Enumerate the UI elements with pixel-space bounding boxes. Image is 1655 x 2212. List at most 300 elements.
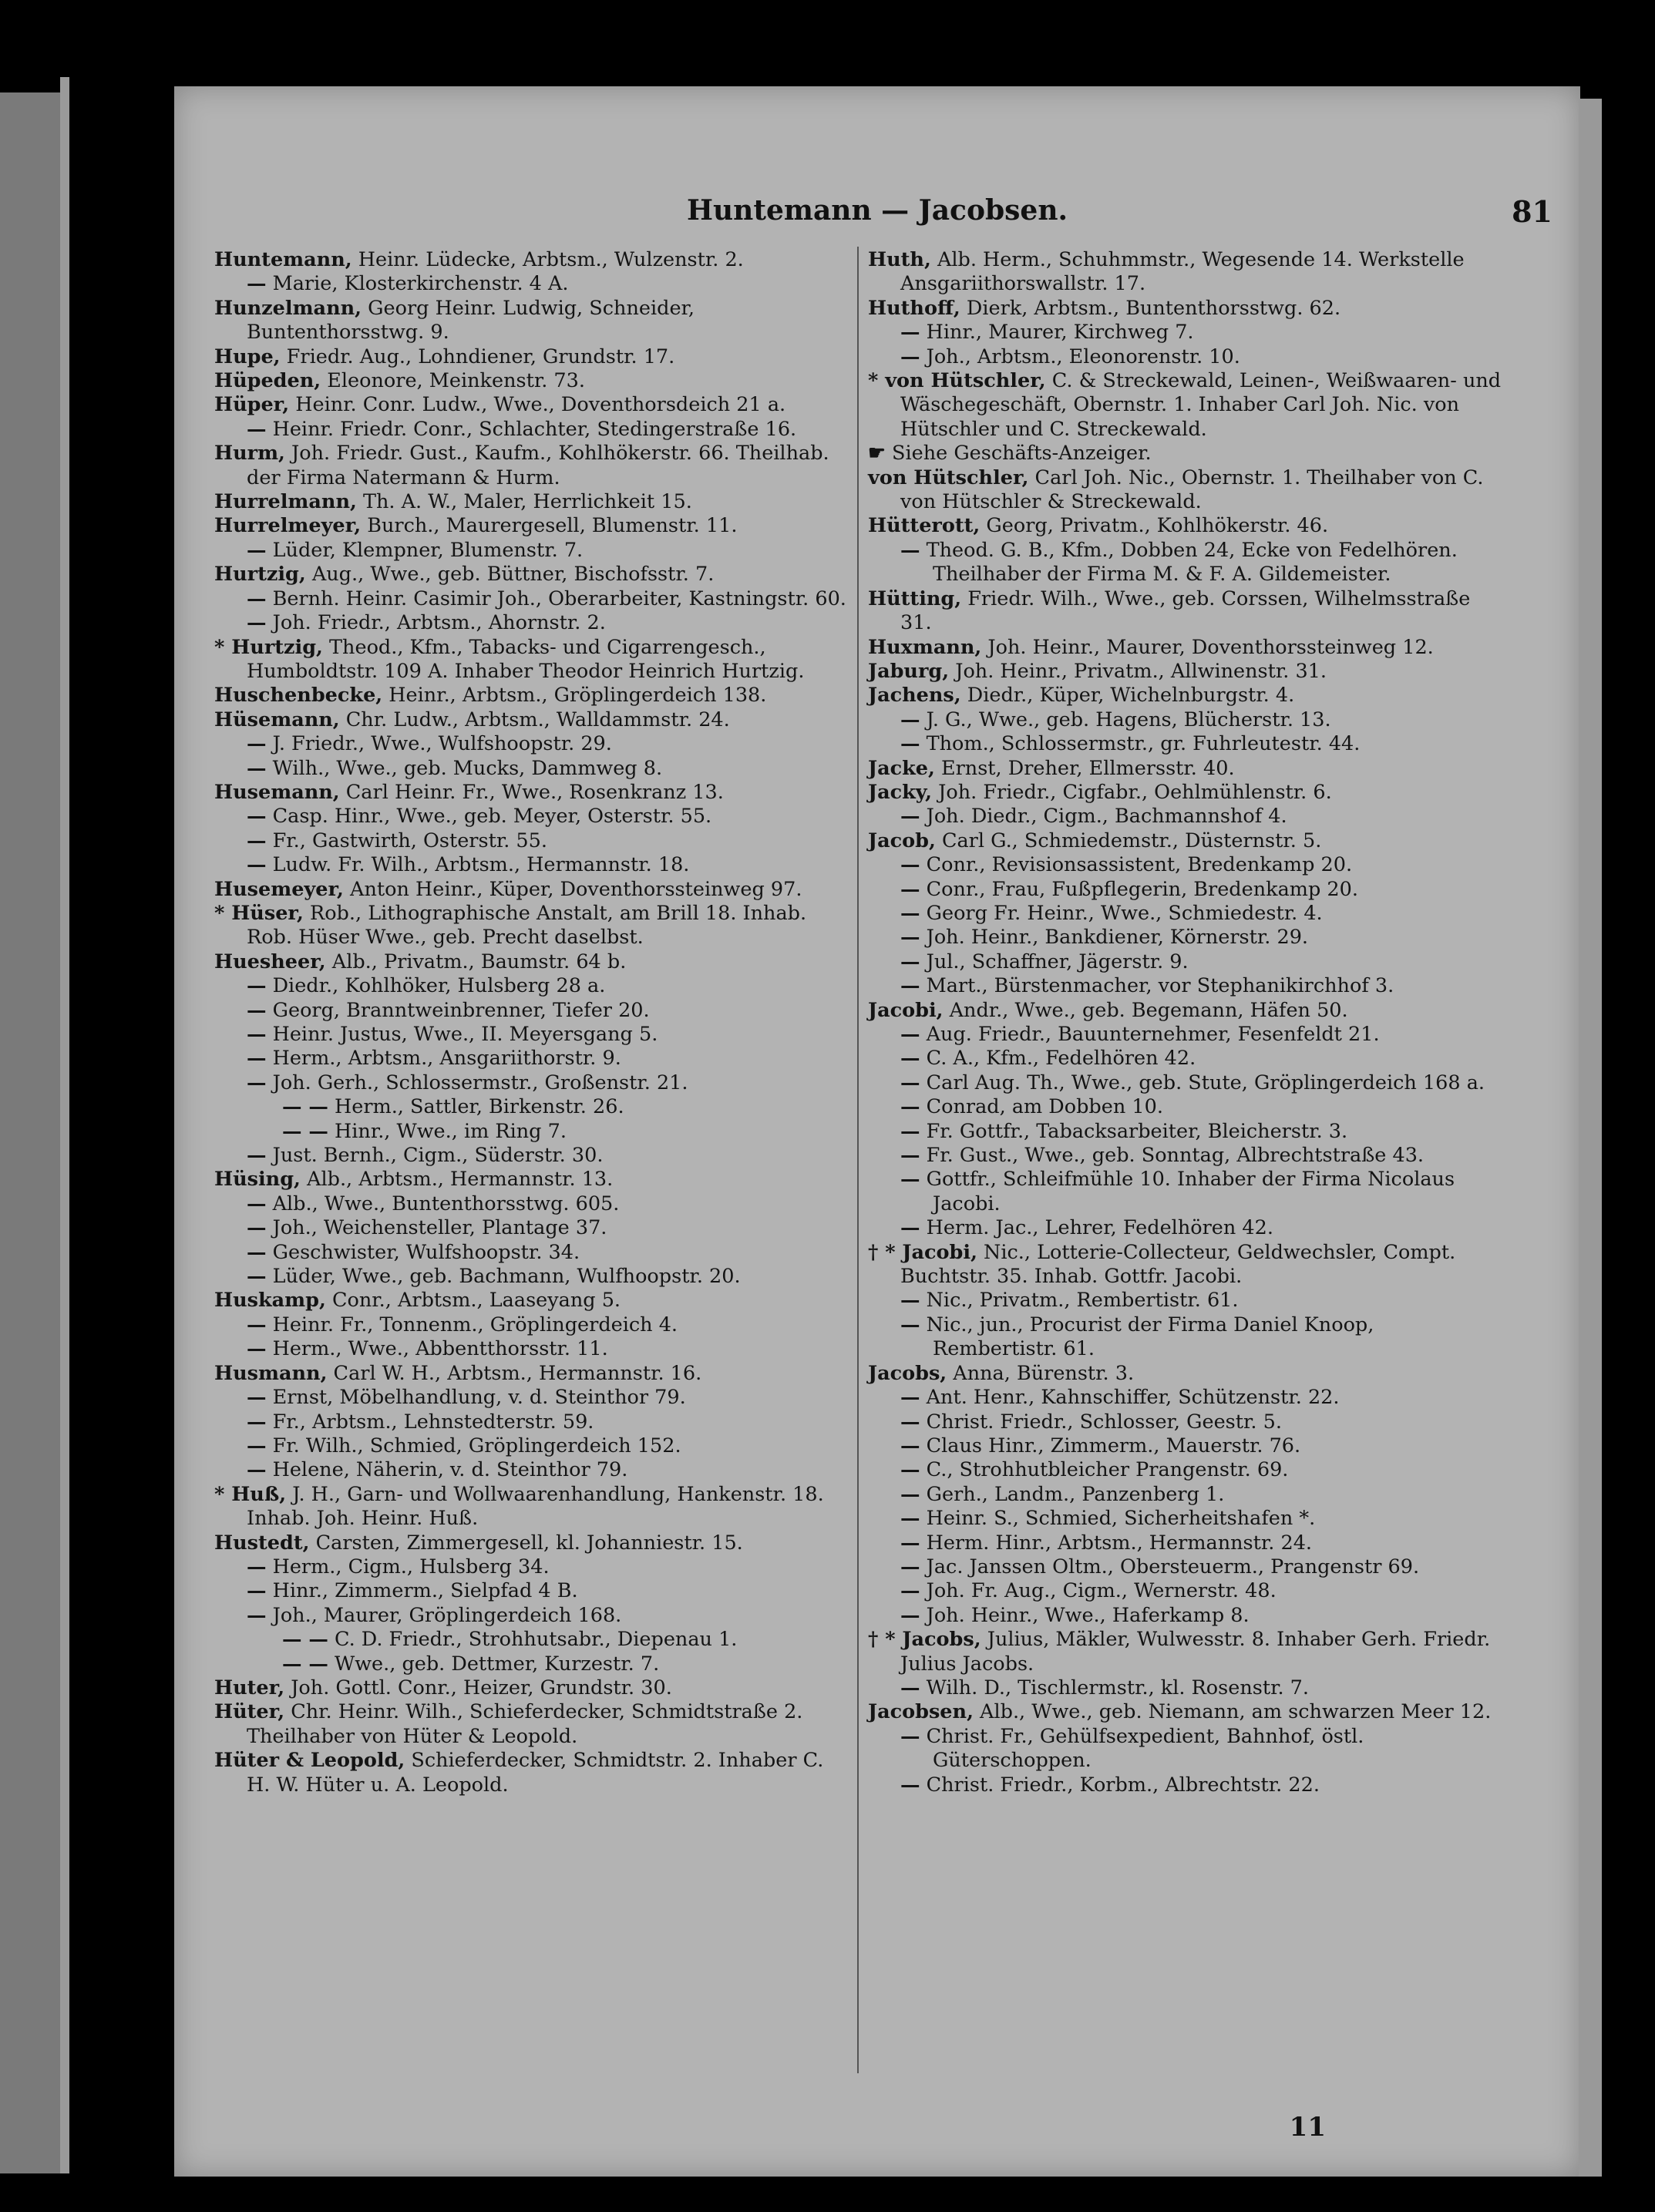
entry-heading: — — [247, 1023, 267, 1046]
directory-entry — [214, 1531, 848, 1555]
entry-heading: — — [900, 1603, 920, 1627]
entry-text: Joh., Maurer, Gröplingerdeich 168. — [266, 1603, 622, 1627]
entry-heading: — — [247, 1410, 267, 1434]
entry-text: Conrad, am Dobben 10. — [920, 1095, 1163, 1119]
entry-heading: — — [247, 1071, 267, 1094]
entry-heading: — — [247, 611, 267, 635]
directory-entry — [868, 1773, 1502, 1797]
entry-heading: — — [247, 1216, 267, 1240]
directory-entry — [868, 757, 1502, 781]
directory-entry — [214, 1023, 848, 1047]
entry-text: Anna, Bürenstr. 3. — [947, 1361, 1135, 1385]
entry-heading: Jacob, — [868, 829, 936, 852]
entry-text: Heinr. Fr., Tonnenm., Gröplingerdeich 4. — [266, 1313, 678, 1336]
directory-entry — [868, 974, 1502, 998]
directory-entry — [868, 1434, 1502, 1458]
directory-entry — [868, 466, 1502, 515]
directory-entry — [214, 514, 848, 538]
entry-text: Heinr. Friedr. Conr., Schlachter, Stedingerstraße 16. — [266, 417, 797, 441]
entry-text: Siehe Geschäfts-Anzeiger. — [885, 442, 1152, 466]
entry-text: Marie, Klosterkirchenstr. 4 A. — [266, 272, 569, 296]
entry-text: Fr. Wilh., Schmied, Gröplingerdeich 152. — [266, 1434, 681, 1457]
directory-entry — [868, 1168, 1502, 1216]
entry-heading: Hustedt, — [214, 1531, 310, 1555]
directory-entry — [868, 636, 1502, 660]
entry-text: Joh. Heinr., Maurer, Doventhorssteinweg 12. — [981, 635, 1434, 659]
entry-text: Casp. Hinr., Wwe., geb. Meyer, Osterstr. 55. — [266, 805, 712, 829]
directory-entry — [214, 636, 848, 684]
entry-text: Jul., Schaffner, Jägerstr. 9. — [920, 950, 1189, 973]
directory-entry — [868, 1579, 1502, 1603]
directory-entry — [214, 974, 848, 998]
entry-text: Joh. Diedr., Cigm., Bachmannshof 4. — [920, 805, 1287, 829]
entry-text: Joh. Heinr., Privatm., Allwinenstr. 31. — [949, 659, 1327, 683]
directory-entry — [868, 321, 1502, 345]
entry-heading: Hupe, — [214, 345, 281, 368]
entry-text: Nic., Privatm., Rembertistr. 61. — [920, 1289, 1239, 1313]
entry-text: Rob., Lithographische Anstalt, am Brill 18. Inhab. Rob. Hüser Wwe., geb. Precht daselbst. — [247, 901, 807, 950]
entry-heading: — — — [282, 1628, 328, 1652]
directory-entry — [214, 611, 848, 635]
entry-heading: — — [247, 417, 267, 441]
entry-heading: † * Jacobs, — [868, 1628, 981, 1652]
entry-text: Alb., Wwe., Buntenthorsstwg. 605. — [266, 1192, 620, 1215]
directory-entry — [214, 1241, 848, 1265]
right-column — [868, 248, 1502, 1797]
entry-text: Ernst, Möbelhandlung, v. d. Steinthor 79. — [266, 1386, 686, 1410]
directory-entry — [868, 1483, 1502, 1507]
directory-entry — [214, 878, 848, 902]
entry-text: Dierk, Arbtsm., Buntenthorsstwg. 62. — [960, 296, 1341, 320]
directory-entry — [214, 345, 848, 369]
entry-heading: — — [900, 1313, 920, 1336]
entry-heading: — — — [282, 1652, 328, 1676]
entry-text: Wilh. D., Tischlermstr., kl. Rosenstr. 7. — [920, 1676, 1310, 1699]
directory-entry — [214, 272, 848, 296]
entry-text: Lüder, Wwe., geb. Bachmann, Wulfhoopstr. 20. — [266, 1265, 741, 1289]
entry-heading: — — [247, 1240, 267, 1264]
entry-heading: Jacke, — [868, 756, 935, 780]
entry-heading: Huxmann, — [868, 635, 982, 659]
entry-heading: — — [900, 1724, 920, 1748]
entry-heading: Hütterott, — [868, 514, 981, 538]
directory-entry — [868, 708, 1502, 732]
entry-text: Wilh., Wwe., geb. Mucks, Dammweg 8. — [266, 756, 663, 780]
entry-text: Herm., Sattler, Birkenstr. 26. — [328, 1095, 624, 1119]
entry-heading: — — [900, 1168, 920, 1192]
entry-heading: — — [247, 853, 267, 877]
entry-heading: Hüsemann, — [214, 708, 340, 731]
directory-entry — [214, 708, 848, 732]
entry-text: C. A., Kfm., Fedelhören 42. — [920, 1047, 1196, 1071]
entry-heading: Hüper, — [214, 393, 290, 417]
entry-text: Diedr., Kohlhöker, Hulsberg 28 a. — [266, 974, 606, 998]
directory-entry — [868, 1144, 1502, 1168]
entry-text: Joh., Arbtsm., Eleonorenstr. 10. — [920, 345, 1240, 368]
entry-text: Alb., Arbtsm., Hermannstr. 13. — [300, 1168, 614, 1192]
directory-entry — [214, 587, 848, 611]
running-head: Huntemann — Jacobsen. — [686, 194, 1068, 227]
directory-entry — [214, 297, 848, 345]
entry-heading: Huter, — [214, 1676, 285, 1699]
directory-entry — [214, 805, 848, 829]
entry-text: Georg, Branntweinbrenner, Tiefer 20. — [266, 998, 650, 1022]
directory-entry — [214, 1604, 848, 1628]
entry-text: Helene, Näherin, v. d. Steinthor 79. — [266, 1458, 628, 1482]
entry-text: Heinr. S., Schmied, Sicherheitshafen *. — [920, 1507, 1316, 1531]
directory-entry — [868, 369, 1502, 442]
directory-entry — [868, 660, 1502, 684]
entry-heading: — — [900, 1386, 920, 1410]
entry-text: Burch., Maurergesell, Blumenstr. 11. — [361, 514, 738, 538]
entry-text: Ant. Henr., Kahnschiffer, Schützenstr. 22. — [920, 1386, 1340, 1410]
directory-entry — [868, 853, 1502, 877]
entry-text: J. H., Garn- und Wollwaarenhandlung, Hankenstr. 18. Inhab. Joh. Heinr. Huß. — [247, 1482, 824, 1531]
directory-entry — [214, 1313, 848, 1337]
entry-text: Conr., Arbtsm., Laaseyang 5. — [325, 1289, 621, 1313]
entry-text: Christ. Fr., Gehülfsexpedient, Bahnhof, östl. Güterschoppen. — [920, 1724, 1364, 1773]
directory-entry — [214, 902, 848, 950]
entry-text: Ludw. Fr. Wilh., Arbtsm., Hermannstr. 18. — [266, 853, 690, 877]
directory-entry — [868, 684, 1502, 708]
entry-text: Herm., Cigm., Hulsberg 34. — [266, 1555, 550, 1578]
entry-text: C., Strohhutbleicher Prangenstr. 69. — [920, 1458, 1289, 1482]
directory-entry — [868, 1531, 1502, 1555]
entry-text: Georg Heinr. Ludwig, Schneider, Buntenthorsstwg. 9. — [247, 296, 695, 345]
entry-text: Schieferdecker, Schmidtstr. 2. Inhaber C. H. W. Hüter u. A. Leopold. — [247, 1749, 824, 1797]
directory-entry — [214, 1555, 848, 1579]
entry-heading: Hüter, — [214, 1700, 285, 1724]
entry-heading: — — [247, 1386, 267, 1410]
left-column — [214, 248, 848, 1797]
entry-text: Fr. Gust., Wwe., geb. Sonntag, Albrechtstraße 43. — [920, 1144, 1425, 1168]
entry-heading: — — [900, 732, 920, 756]
directory-entry — [214, 1265, 848, 1289]
entry-heading: — — — [282, 1119, 328, 1143]
entry-heading: — — [900, 1579, 920, 1603]
directory-entry — [214, 1652, 848, 1676]
entry-text: Gottfr., Schleifmühle 10. Inhaber der Firma Nicolaus Jacobi. — [920, 1168, 1455, 1215]
entry-heading: von Hütschler, — [868, 466, 1029, 489]
entry-text: Herm. Jac., Lehrer, Fedelhören 42. — [920, 1216, 1273, 1240]
directory-entry — [214, 1676, 848, 1700]
entry-heading: — — [900, 1507, 920, 1531]
directory-entry — [214, 1289, 848, 1313]
directory-entry — [868, 1023, 1502, 1047]
entry-text: Aug. Friedr., Bauunternehmer, Fesenfeldt 21. — [920, 1023, 1380, 1046]
entry-heading: * Hurtzig, — [214, 635, 323, 659]
entry-heading: — — [900, 1095, 920, 1119]
directory-entry — [868, 829, 1502, 853]
entry-heading: Huesheer, — [214, 950, 326, 973]
entry-heading: * Huß, — [214, 1482, 287, 1506]
entry-heading: Huntemann, — [214, 248, 352, 271]
entry-heading: — — [900, 926, 920, 950]
entry-heading: — — [247, 829, 267, 852]
entry-text: Carl Joh. Nic., Obernstr. 1. Theilhaber von C. von Hütschler & Streckewald. — [900, 466, 1484, 514]
entry-text: Claus Hinr., Zimmerm., Mauerstr. 76. — [920, 1434, 1301, 1457]
entry-text: Ernst, Dreher, Ellmersstr. 40. — [934, 756, 1235, 780]
directory-entry — [214, 781, 848, 805]
entry-text: Joh. Friedr., Arbtsm., Ahornstr. 2. — [266, 611, 606, 635]
entry-heading: — — [247, 1192, 267, 1215]
directory-entry — [868, 732, 1502, 756]
entry-text: Geschwister, Wulfshoopstr. 34. — [266, 1240, 580, 1264]
entry-text: Jac. Janssen Oltm., Obersteuerm., Prangenstr 69. — [920, 1555, 1420, 1578]
directory-entry — [214, 829, 848, 853]
entry-text: Alb., Wwe., geb. Niemann, am schwarzen Meer 12. — [973, 1700, 1492, 1724]
directory-entry — [868, 999, 1502, 1023]
entry-text: Nic., jun., Procurist der Firma Daniel Knoop, Rembertistr. 61. — [920, 1313, 1374, 1361]
directory-entry — [214, 1628, 848, 1652]
directory-entry — [868, 1458, 1502, 1482]
entry-heading: — — [247, 805, 267, 829]
directory-entry — [868, 1095, 1502, 1119]
entry-heading: — — [247, 1579, 267, 1603]
entry-text: Friedr. Aug., Lohndiener, Grundstr. 17. — [280, 345, 675, 368]
entry-heading: — — [900, 1119, 920, 1143]
directory-entry — [214, 418, 848, 442]
directory-entry — [214, 1192, 848, 1216]
entry-heading: — — [247, 974, 267, 998]
entry-text: Herm., Arbtsm., Ansgariithorstr. 9. — [266, 1047, 621, 1071]
entry-text: Joh., Weichensteller, Plantage 37. — [266, 1216, 607, 1240]
entry-text: Herm. Hinr., Arbtsm., Hermannstr. 24. — [920, 1531, 1313, 1555]
entry-heading: — — [900, 1531, 920, 1555]
entry-heading: — — [247, 1555, 267, 1578]
entry-heading: — — [247, 587, 267, 610]
directory-entry — [214, 1216, 848, 1240]
entry-heading: Hütting, — [868, 587, 962, 610]
entry-heading: — — [900, 1555, 920, 1578]
directory-entry — [214, 248, 848, 272]
entry-heading: Jacobi, — [868, 998, 944, 1022]
entry-heading: Hurrelmann, — [214, 490, 357, 514]
entry-heading: — — [900, 1216, 920, 1240]
entry-heading: — — [247, 1047, 267, 1071]
directory-entry — [868, 878, 1502, 902]
entry-text: Joh. Friedr., Cigfabr., Oehlmühlenstr. 6. — [932, 780, 1332, 804]
entry-heading: — — [900, 950, 920, 973]
directory-entry — [214, 490, 848, 514]
directory-entry — [214, 1700, 848, 1749]
entry-text: Friedr. Wilh., Wwe., geb. Corssen, Wilhelmsstraße 31. — [900, 587, 1471, 635]
entry-heading: † * Jacobi, — [868, 1240, 977, 1264]
directory-entry — [214, 369, 848, 393]
entry-text: Aug., Wwe., geb. Büttner, Bischofsstr. 7. — [305, 563, 715, 587]
entry-heading: Huth, — [868, 248, 931, 271]
entry-text: Hinr., Zimmerm., Sielpfad 4 B. — [266, 1579, 578, 1603]
directory-entry — [214, 1410, 848, 1434]
entry-heading: — — [900, 538, 920, 562]
entry-text: Joh. Friedr. Gust., Kaufm., Kohlhökerstr. 66. Theilhab. der Firma Natermann & Hurm. — [247, 442, 829, 489]
entry-heading: Hurm, — [214, 442, 285, 466]
directory-entry — [868, 539, 1502, 587]
entry-heading: — — [900, 1023, 920, 1046]
entry-heading: — — [900, 1482, 920, 1506]
directory-entry — [214, 757, 848, 781]
entry-text: Chr. Heinr. Wilh., Schieferdecker, Schmidtstraße 2. Theilhaber von Hüter & Leopold. — [247, 1700, 803, 1748]
entry-text: Mart., Bürstenmacher, vor Stephanikirchhof 3. — [920, 974, 1394, 998]
entry-heading: Hüpeden, — [214, 369, 321, 393]
directory-entry — [214, 1386, 848, 1410]
entry-heading: — — [247, 1337, 267, 1361]
directory-entry — [868, 1289, 1502, 1313]
entry-heading: — — [900, 805, 920, 829]
directory-entry — [868, 902, 1502, 926]
entry-text: Joh. Gottl. Conr., Heizer, Grundstr. 30. — [284, 1676, 672, 1699]
directory-entry — [868, 781, 1502, 805]
directory-entry — [868, 1313, 1502, 1362]
entry-heading: — — [247, 1313, 267, 1336]
directory-entry — [214, 1144, 848, 1168]
entry-heading: — — [247, 732, 267, 756]
entry-text: Joh. Heinr., Wwe., Haferkamp 8. — [920, 1603, 1250, 1627]
entry-text: Christ. Friedr., Schlosser, Geestr. 5. — [920, 1410, 1282, 1434]
entry-text: Georg Fr. Heinr., Wwe., Schmiedestr. 4. — [920, 901, 1323, 925]
entry-heading: — — [900, 1773, 920, 1797]
page-fold — [1579, 99, 1602, 2177]
entry-text: Carl Heinr. Fr., Wwe., Rosenkranz 13. — [339, 780, 724, 804]
entry-heading: — — [247, 1458, 267, 1482]
directory-entry — [214, 1458, 848, 1482]
entry-heading: — — [900, 1144, 920, 1168]
entry-text: Theod. G. B., Kfm., Dobben 24, Ecke von Fedelhören. Theilhaber der Firma M. & F. A. Gildemeister. — [920, 538, 1458, 587]
entry-text: Heinr. Lüdecke, Arbtsm., Wulzenstr. 2. — [352, 248, 744, 271]
directory-entry — [214, 1047, 848, 1071]
entry-text: Th. A. W., Maler, Herrlichkeit 15. — [356, 490, 692, 514]
entry-heading: ☛ — [868, 442, 886, 466]
entry-text: Alb. Herm., Schuhmmstr., Wegesende 14. Werkstelle Ansgariithorswallstr. 17. — [900, 248, 1465, 296]
entry-heading: Jachens, — [868, 684, 961, 708]
entry-text: Hinr., Wwe., im Ring 7. — [328, 1119, 567, 1143]
directory-entry — [868, 1507, 1502, 1531]
directory-entry — [214, 999, 848, 1023]
entry-heading: — — [900, 1458, 920, 1482]
entry-text: Carsten, Zimmergesell, kl. Johanniestr. 15. — [309, 1531, 743, 1555]
entry-heading: — — [900, 901, 920, 925]
entry-text: Heinr., Arbtsm., Gröplingerdeich 138. — [382, 684, 767, 708]
directory-entry — [868, 1555, 1502, 1579]
entry-heading: Huthoff, — [868, 296, 960, 320]
directory-entry — [214, 393, 848, 417]
entry-heading: Hüter & Leopold, — [214, 1749, 405, 1773]
entry-heading: — — [247, 272, 267, 296]
directory-entry — [214, 950, 848, 974]
entry-text: Carl W. H., Arbtsm., Hermannstr. 16. — [327, 1361, 702, 1385]
directory-entry — [868, 1676, 1502, 1700]
directory-entry — [214, 1095, 848, 1119]
sheet-signature: 11 — [1289, 2112, 1326, 2143]
entry-heading: — — [900, 1289, 920, 1313]
directory-entry — [868, 442, 1502, 466]
entry-heading: Jaburg, — [868, 659, 950, 683]
entry-heading: — — — [282, 1095, 328, 1119]
entry-heading: Jacobs, — [868, 1361, 947, 1385]
directory-entry — [868, 1410, 1502, 1434]
entry-text: Lüder, Klempner, Blumenstr. 7. — [266, 538, 584, 562]
entry-heading: — — [900, 1071, 920, 1094]
directory-entry — [214, 1120, 848, 1144]
entry-heading: — — [900, 853, 920, 877]
entry-text: C. D. Friedr., Strohhutsabr., Diepenau 1. — [328, 1628, 738, 1652]
directory-entry — [868, 1725, 1502, 1773]
directory-entry — [214, 1362, 848, 1386]
directory-entry — [214, 563, 848, 587]
directory-entry — [868, 1216, 1502, 1240]
directory-entry — [868, 1120, 1502, 1144]
directory-entry — [214, 539, 848, 563]
entry-heading: — — [900, 974, 920, 998]
entry-text: Eleonore, Meinkenstr. 73. — [321, 369, 585, 393]
entry-heading: * Hüser, — [214, 901, 304, 925]
entry-text: Gerh., Landm., Panzenberg 1. — [920, 1482, 1225, 1506]
entry-heading: — — [247, 538, 267, 562]
entry-heading: Husemeyer, — [214, 877, 344, 901]
document-page — [174, 86, 1580, 2177]
entry-text: C. & Streckewald, Leinen-, Weißwaaren- und Wäschegeschäft, Obernstr. 1. Inhaber Carl Joh. Nic. von Hütschler und C. Streckewald. — [900, 369, 1502, 441]
entry-text: Herm., Wwe., Abbentthorsstr. 11. — [266, 1337, 608, 1361]
directory-entry — [214, 442, 848, 490]
previous-page-edge — [0, 92, 60, 2173]
entry-heading: Huskamp, — [214, 1289, 326, 1313]
entry-text: Conr., Frau, Fußpflegerin, Bredenkamp 20. — [920, 877, 1358, 901]
directory-entry — [214, 1168, 848, 1192]
entry-text: Thom., Schlossermstr., gr. Fuhrleutestr. 44. — [920, 732, 1361, 756]
column-divider — [857, 247, 859, 2073]
entry-heading: Hüsing, — [214, 1168, 301, 1192]
directory-entry — [868, 1604, 1502, 1628]
entry-heading: — — [247, 1144, 267, 1168]
directory-entry — [214, 732, 848, 756]
entry-heading: Hurrelmeyer, — [214, 514, 362, 538]
entry-text: Joh. Heinr., Bankdiener, Körnerstr. 29. — [920, 926, 1309, 950]
entry-text: Heinr. Justus, Wwe., II. Meyersgang 5. — [266, 1023, 658, 1046]
entry-text: Georg, Privatm., Kohlhökerstr. 46. — [980, 514, 1329, 538]
entry-text: Joh. Fr. Aug., Cigm., Wernerstr. 48. — [920, 1579, 1277, 1603]
entry-heading: — — [900, 1676, 920, 1699]
entry-heading: — — [900, 1434, 920, 1457]
directory-entry — [868, 1362, 1502, 1386]
directory-entry — [868, 587, 1502, 636]
entry-heading: — — [247, 1265, 267, 1289]
directory-entry — [214, 1579, 848, 1603]
directory-entry — [868, 950, 1502, 974]
entry-text: Carl G., Schmiedemstr., Düsternstr. 5. — [935, 829, 1322, 852]
directory-entry — [868, 805, 1502, 829]
entry-text: Fr. Gottfr., Tabacksarbeiter, Bleicherstr. 3. — [920, 1119, 1348, 1143]
directory-entry — [214, 1749, 848, 1797]
entry-heading: Husmann, — [214, 1361, 328, 1385]
entry-heading: Huschenbecke, — [214, 684, 383, 708]
entry-heading: Hurtzig, — [214, 563, 306, 587]
directory-entry — [214, 684, 848, 708]
entry-text: Julius, Mäkler, Wulwesstr. 8. Inhaber Gerh. Friedr. Julius Jacobs. — [900, 1628, 1491, 1676]
directory-entry — [868, 297, 1502, 321]
entry-text: Anton Heinr., Küper, Doventhorssteinweg 97. — [343, 877, 802, 901]
entry-heading: Hunzelmann, — [214, 296, 362, 320]
entry-text: Theod., Kfm., Tabacks- und Cigarrengesch., Humboldtstr. 109 A. Inhaber Theodor Heinrich Hurtzig. — [247, 635, 805, 683]
entry-text: Andr., Wwe., geb. Begemann, Häfen 50. — [943, 998, 1348, 1022]
directory-entry — [214, 1071, 848, 1095]
entry-heading: — — [900, 877, 920, 901]
directory-entry — [868, 248, 1502, 297]
entry-heading: — — [900, 321, 920, 345]
directory-entry — [868, 1386, 1502, 1410]
entry-heading: — — [900, 1410, 920, 1434]
entry-text: Christ. Friedr., Korbm., Albrechtstr. 22. — [920, 1773, 1320, 1797]
directory-entry — [868, 1700, 1502, 1724]
